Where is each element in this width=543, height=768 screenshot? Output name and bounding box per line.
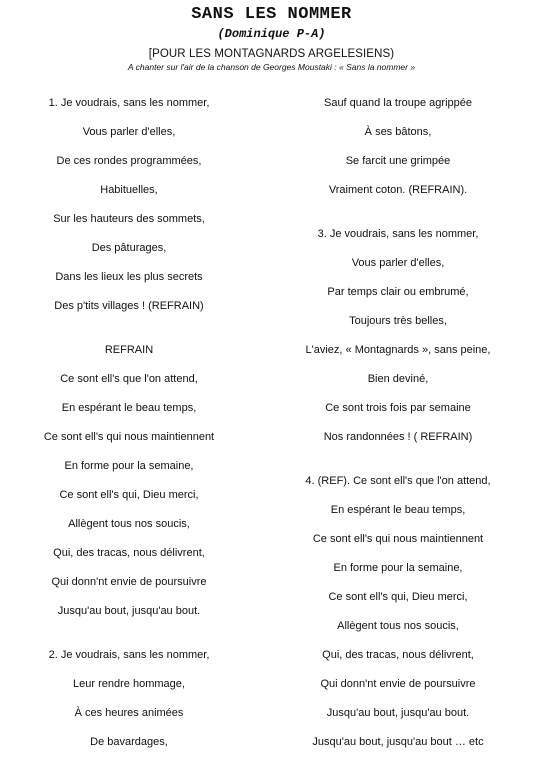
refrain-line: Jusqu'au bout, jusqu'au bout. [57, 605, 201, 617]
refrain-heading: REFRAIN [104, 344, 154, 356]
verse-line: Par temps clair ou embrumé, [327, 286, 469, 298]
refrain-line: En espérant le beau temps, [61, 402, 197, 414]
verse-line: Nos randonnées ! ( REFRAIN) [323, 431, 473, 443]
verse-line: Vous parler d'elles, [351, 257, 445, 269]
verse-line: En forme pour la semaine, [333, 562, 463, 574]
verse-2 [0, 648, 258, 764]
verse-line: À ses bâtons, [364, 126, 432, 138]
verse-line: Sauf quand la troupe agrippée [323, 97, 472, 109]
verse-line: De ces rondes programmées, [56, 155, 202, 167]
verse-line: Qui, des tracas, nous délivrent, [322, 649, 474, 661]
verse-4 [268, 474, 528, 764]
verse-line: Allègent tous nos soucis, [337, 620, 459, 632]
verse-line: De bavardages, [90, 736, 168, 748]
verse-line: Qui donn'nt envie de poursuivre [320, 678, 476, 690]
verse-line: En espérant le beau temps, [330, 504, 466, 516]
song-dedication: [POUR LES MONTAGNARDS ARGELESIENS) [148, 48, 395, 60]
verse-line: Habituelles, [100, 184, 158, 196]
verse-line: Jusqu'au bout, jusqu'au bout … etc [312, 736, 484, 748]
refrain-line: Allègent tous nos soucis, [68, 518, 190, 530]
verse-line: 2. Je voudrais, sans les nommer, [48, 649, 210, 661]
refrain-line: Qui donn'nt envie de poursuivre [51, 576, 207, 588]
refrain-line: Ce sont ell's que l'on attend, [60, 373, 198, 385]
left-column [0, 96, 258, 764]
verse-line: Toujours très belles, [349, 315, 447, 327]
verse-line: Ce sont trois fois par semaine [325, 402, 471, 414]
verse-line: L'aviez, « Montagnards », sans peine, [305, 344, 491, 356]
song-author: (Dominique P-A) [217, 27, 326, 41]
melody-note: A chanter sur l'air de la chanson de Georges Moustaki : « Sans la nommer » [127, 62, 416, 72]
verse-line: À ces heures animées [74, 707, 184, 719]
verse-line: Sur les hauteurs des sommets, [53, 213, 205, 225]
verse-line: Jusqu'au bout, jusqu'au bout. [326, 707, 470, 719]
verse-line: Dans les lieux les plus secrets [55, 271, 203, 283]
verse-line: Vous parler d'elles, [82, 126, 176, 138]
verse-line: Des p'tits villages ! (REFRAIN) [54, 300, 204, 312]
verse-line: Des pâturages, [91, 242, 167, 254]
refrain [0, 343, 258, 633]
song-title: SANS LES NOMMER [191, 5, 352, 24]
verse-line: 4. (REF). Ce sont ell's que l'on attend, [305, 475, 491, 487]
refrain-line: Ce sont ell's qui, Dieu merci, [59, 489, 199, 501]
verse-3 [268, 227, 528, 459]
verse-line: Ce sont ell's qui nous maintiennent [312, 533, 484, 545]
verse-line: 3. Je voudrais, sans les nommer, [317, 228, 479, 240]
verse-line: Vraiment coton. (REFRAIN). [328, 184, 468, 196]
verse-1 [0, 96, 258, 328]
refrain-line: En forme pour la semaine, [64, 460, 194, 472]
verse-2-end [268, 96, 528, 212]
verse-line: Se farcit une grimpée [345, 155, 451, 167]
right-column [268, 96, 528, 764]
verse-line: 1. Je voudrais, sans les nommer, [48, 97, 210, 109]
verse-line: Bien deviné, [367, 373, 429, 385]
verse-line: Leur rendre hommage, [73, 678, 185, 690]
verse-line: Ce sont ell's qui, Dieu merci, [328, 591, 468, 603]
refrain-line: Qui, des tracas, nous délivrent, [53, 547, 205, 559]
refrain-line: Ce sont ell's qui nous maintiennent [43, 431, 215, 443]
